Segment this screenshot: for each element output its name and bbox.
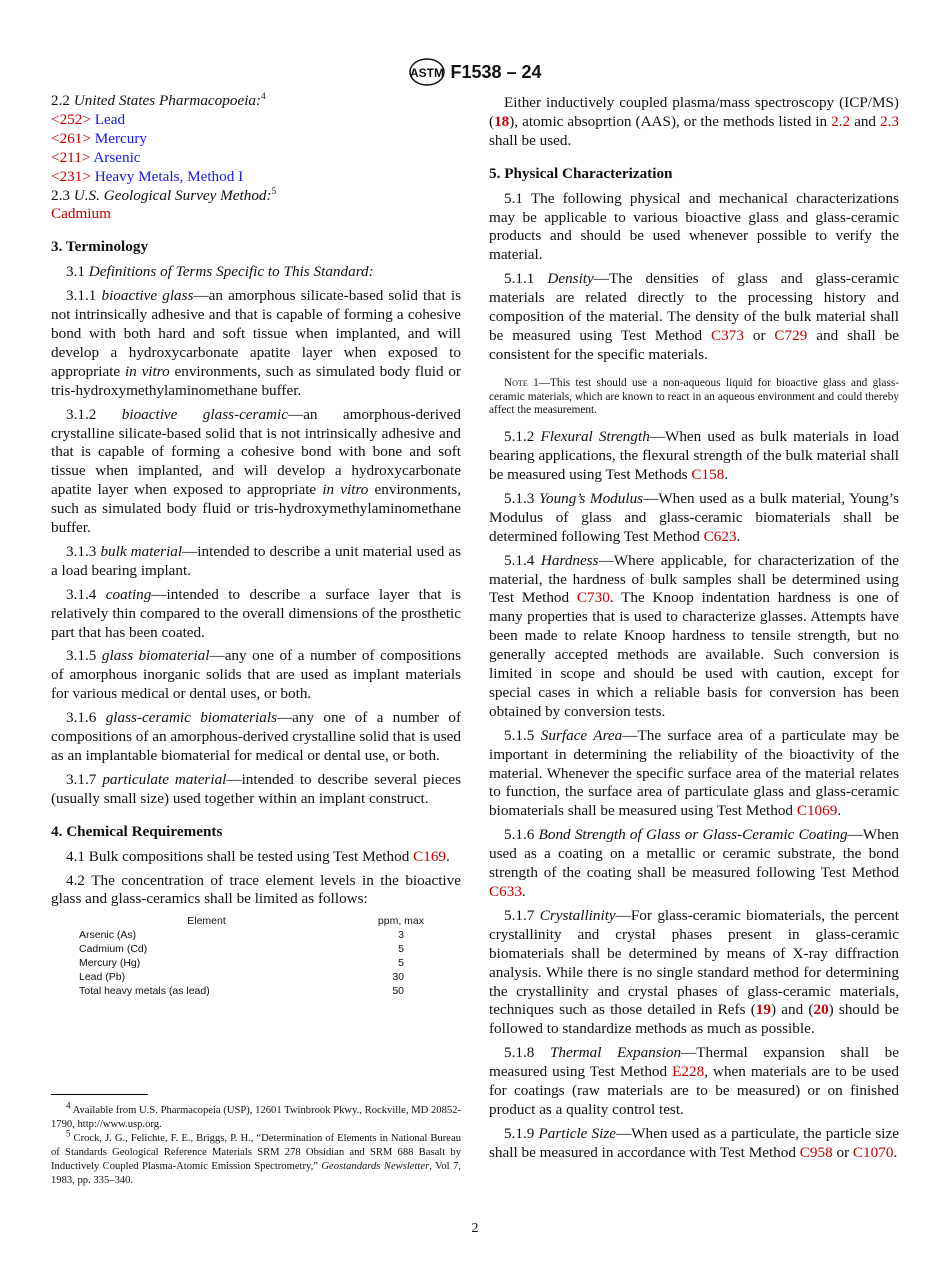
text-run: —Where applicable, for characterization of the material, the hardness of bulk samples shall be determined using Test Method	[489, 551, 900, 607]
table-row	[79, 956, 424, 970]
text-run: in vitro	[124, 362, 170, 380]
text-run: or	[743, 326, 775, 344]
text-run: Hardness	[540, 551, 599, 569]
text-run: 5.1.3	[504, 489, 539, 507]
text-run: ), atomic absoprtion (AAS), or the methods listed in	[509, 112, 832, 130]
text-run: .	[893, 1143, 898, 1161]
text-run: glass biomaterial	[101, 647, 210, 665]
paragraph	[489, 727, 899, 822]
text-run: Thermal Expansion	[549, 1044, 682, 1062]
text-run: —intended to describe a surface layer that is relatively thin compared to the overall dimensions of the prosthetic part that has been coated.	[51, 585, 462, 641]
text-run: particulate material	[102, 770, 227, 788]
text-run: 4. Chemical Requirements	[51, 822, 223, 840]
text-run: Particle Size	[538, 1124, 616, 1142]
text-run: —any one of a number of compositions of an amorphous-derived crystalline solid that is used as an implantable biomaterial for medical or dental use, or both.	[51, 709, 462, 764]
ppm-cell: 5	[398, 943, 404, 956]
text-run: Young’s Modulus	[538, 489, 644, 507]
text-run: 5.1.5	[504, 726, 541, 744]
text-run: 3. Terminology	[51, 238, 149, 256]
paragraph	[51, 92, 461, 111]
note	[489, 377, 899, 418]
text-run: Density	[547, 270, 594, 288]
paragraph	[51, 586, 461, 643]
text-run: 3.1.6	[66, 709, 106, 727]
element-cell: Lead (Pb)	[79, 971, 126, 984]
paragraph	[51, 1128, 461, 1188]
paragraph	[489, 94, 899, 151]
document-title: F1538 – 24	[450, 61, 542, 82]
page-header	[0, 57, 950, 87]
paragraph	[489, 190, 899, 266]
paragraph	[51, 406, 461, 538]
paragraph	[51, 187, 461, 206]
text-run: .	[521, 883, 526, 901]
text-run: ) should be followed to standardize methods as much as possible.	[489, 1001, 899, 1038]
reference-link[interactable]: Cadmium	[51, 205, 111, 223]
paragraph	[51, 205, 461, 224]
text-run: 1—This test should use a non-aqueous liquid for bioactive glass and glass-ceramic materials, which are known to react in an aqueous environment and could thereby affect the measurement.	[489, 376, 899, 417]
reference-link[interactable]: E228	[672, 1063, 705, 1081]
paragraph	[51, 771, 461, 809]
text-run: 4.1 Bulk compositions shall be tested using Test Method	[66, 847, 414, 865]
element-cell: Arsenic (As)	[79, 929, 137, 942]
text-run: 3.1.2	[66, 405, 122, 423]
paragraph	[51, 287, 461, 400]
reference-link[interactable]: C623	[703, 527, 737, 545]
footnote-marker: 5	[66, 1128, 71, 1139]
paragraph	[489, 1125, 899, 1163]
reference-link[interactable]: C1069	[796, 802, 838, 820]
text-run: —Thermal expansion shall be measured using Test Method	[489, 1044, 900, 1081]
reference-link[interactable]: <211>	[51, 148, 91, 166]
text-run: 2.2	[51, 92, 74, 109]
text-run: 5.1.1	[504, 270, 548, 288]
column-header-ppm: ppm, max	[377, 915, 424, 928]
text-run: 3.1.7	[66, 770, 103, 788]
text-run: shall be used.	[489, 131, 572, 149]
paragraph	[51, 647, 461, 704]
trace-element-table	[79, 914, 424, 998]
text-run: 3.1.1	[66, 287, 102, 305]
reference-link[interactable]: Lead	[90, 110, 126, 128]
text-run: —The densities of glass and glass-ceramic materials are related directly to the processing history and composition of the material. The density of the bulk material shall be measured using Test Method	[489, 270, 900, 344]
text-run: Definitions of Terms Specific to This Standard:	[88, 263, 374, 281]
reference-link[interactable]: Arsenic	[90, 148, 141, 166]
paragraph	[51, 111, 461, 130]
text-run: —an amorphous-derived crystalline silicate-based solid that is not intrinsically adhesive and that is capable of forming a cohesive bond with bone and soft tissue when implanted, and will develop a hydroxycarbonate apatite layer when exposed to appropriate	[51, 405, 461, 499]
text-run: 5.1.6	[504, 826, 539, 844]
section-heading	[51, 823, 461, 842]
paragraph	[51, 149, 461, 168]
paragraph	[489, 826, 899, 902]
text-run: 5.1.8	[504, 1044, 550, 1062]
ppm-cell: 30	[392, 971, 404, 984]
text-run: environments, such as simulated body fluid or tris-hydroxymethylaminomethane buffer.	[51, 481, 461, 537]
paragraph	[489, 552, 899, 722]
reference-link[interactable]: 2.3	[880, 112, 899, 130]
text-run: Note	[504, 376, 528, 389]
text-run: .	[736, 527, 741, 545]
paragraph	[489, 1044, 899, 1120]
text-run: bulk material	[100, 542, 183, 560]
reference-link[interactable]: C958	[799, 1143, 833, 1161]
text-run: —When used as bulk materials in load bearing applications, the flexural strength of the bulk material shall be measured using Test Methods	[489, 428, 899, 483]
text-run: 3.1.3	[66, 542, 101, 560]
paragraph	[51, 848, 461, 867]
table-row	[79, 942, 424, 956]
text-run: Available from U.S. Pharmacopeia (USP), 12601 Twinbrook Pkwy., Rockville, MD 20852-1790, http://www.usp.org.	[51, 1105, 461, 1130]
paragraph	[489, 428, 899, 485]
footnote-marker: 4	[261, 90, 266, 101]
text-run: 2.3	[51, 186, 74, 204]
page-number: 2	[471, 1221, 479, 1236]
text-run: Flexural Strength	[540, 428, 650, 446]
footnote-marker: 4	[66, 1100, 71, 1111]
text-run: 5. Physical Characterization	[489, 164, 673, 182]
text-run: and	[850, 112, 881, 130]
paragraph	[51, 709, 461, 766]
reference-link[interactable]: C373	[711, 326, 744, 344]
paragraph	[489, 270, 899, 365]
text-run: Crystallinity	[539, 906, 616, 924]
reference-link[interactable]: C169	[413, 847, 447, 865]
text-run: , when materials are to be used for coatings (raw materials are to be measured) or on finished product as a quality control test.	[489, 1063, 899, 1118]
text-run: ) and (	[770, 1001, 814, 1019]
text-run: in vitro	[322, 481, 369, 499]
text-run: Crock, J. G., Felichte, F. E., Briggs, P. H., “Determination of Elements in National Bureau of Standards Geological Reference Materials SRM 278 Obsidian and SRM 688 Basalt by Inductively Coupled Plasma-Atomic Emission Spectrometry,”	[51, 1133, 461, 1172]
table-header-row	[79, 914, 424, 928]
table-row	[79, 970, 424, 984]
text-run: coating	[105, 585, 152, 603]
section-heading	[489, 165, 899, 184]
reference-link[interactable]: C1070	[852, 1143, 894, 1161]
text-run: —When used as a particulate, the particle size shall be measured in accordance with Test Method	[489, 1124, 900, 1161]
text-run: . The Knoop indentation hardness is one of many properties that is used to characterize glasses. Attempts have been made to relate Knoop hardness to tensile strength, but no generally accepted methods are available. Such conversion is limited in scope and should be used with caution, except for special cases in which a reliable basis for conversion has been obtained by conversion tests.	[489, 589, 899, 720]
reference-link[interactable]: Mercury	[90, 129, 148, 147]
text-run: or	[832, 1143, 853, 1161]
reference-link[interactable]: C633	[489, 883, 522, 901]
text-run: —When used as a coating on a metallic or ceramic substrate, the bond strength of the coating shall be measured following Test Method	[489, 826, 899, 882]
reference-link[interactable]: Heavy Metals, Method I	[90, 167, 244, 185]
text-run: U.S. Geological Survey Method:	[73, 186, 272, 204]
text-run: 5.1.4	[504, 551, 541, 569]
element-cell: Cadmium (Cd)	[79, 943, 148, 956]
text-run: —intended to describe several pieces (usually small size) used together within an implant construct.	[51, 770, 461, 807]
ppm-cell: 50	[392, 985, 404, 998]
paragraph	[489, 907, 899, 1039]
text-run: 3.1	[66, 263, 89, 281]
reference-link[interactable]: <231>	[51, 167, 91, 185]
reference-link[interactable]: 2.2	[831, 112, 851, 130]
text-run: .	[446, 847, 450, 865]
text-run: .	[724, 465, 729, 483]
footnote-marker: 5	[271, 185, 277, 196]
text-run: Surface Area	[540, 726, 623, 744]
text-run: glass-ceramic biomaterials	[105, 709, 277, 727]
text-run: —The surface area of a particulate may be important in determining the reliability of the bioactivity of the material. Whenever the specific surface area of the material relates to function, the surface area of particulate glass and glass-ceramic biomaterials shall be measured using Test Method	[489, 726, 899, 820]
svg-text:ASTM: ASTM	[410, 66, 445, 80]
paragraph	[489, 490, 899, 547]
footnotes	[51, 1100, 461, 1188]
paragraph	[51, 872, 461, 910]
reference-link[interactable]: C729	[774, 326, 808, 344]
text-run: —an amorphous silicate-based solid that is not intrinsically adhesive and that is capable of forming a cohesive bond with both hard and soft tissue when implanted, and will develop a hydroxycarbonate apatite layer when exposed to appropriate	[51, 287, 462, 380]
text-run: .	[837, 802, 842, 820]
reference-link[interactable]: 18	[494, 112, 510, 130]
text-run: , Vol 7, 1983, pp. 335–340.	[51, 1161, 461, 1186]
text-run: —intended to describe a unit material used as a load bearing implant.	[51, 542, 461, 579]
astm-logo-icon	[408, 57, 446, 87]
element-cell: Total heavy metals (as lead)	[79, 985, 210, 998]
text-run: environments, such as simulated body fluid or tris-hydroxymethylaminomethane buffer.	[51, 362, 461, 399]
text-run: —When used as a bulk material, Young’s Modulus of glass and glass-ceramic biomaterials shall be determined following Test Method	[489, 489, 900, 545]
text-run: 5.1 The following physical and mechanical characterizations may be applicable to various bioactive glass and glass-ceramic products and should be used whenever possible to verify the material.	[489, 189, 899, 264]
text-run: United States Pharmacopoeia:	[73, 92, 262, 109]
text-run: 3.1.5	[66, 647, 102, 665]
paragraph	[51, 1100, 461, 1132]
text-run: 3.1.4	[66, 585, 106, 603]
text-run: Either inductively coupled plasma/mass spectroscopy (ICP/MS) (	[489, 94, 899, 130]
reference-link[interactable]: 20	[813, 1001, 829, 1019]
paragraph	[51, 543, 461, 581]
ppm-cell: 5	[398, 957, 404, 970]
right-column	[489, 94, 899, 1168]
reference-link[interactable]: C158	[691, 465, 725, 483]
text-run: and shall be consistent for the specific materials.	[489, 326, 900, 363]
section-heading	[51, 238, 461, 257]
reference-link[interactable]: <252>	[51, 110, 91, 128]
paragraph	[51, 168, 461, 187]
reference-link[interactable]: C730	[576, 589, 610, 607]
table-row	[79, 928, 424, 942]
text-run: —For glass-ceramic biomaterials, the percent crystallinity and crystal phases present in glass-ceramic biomaterials shall be determined by means of X-ray diffraction analysis. While there is no single standard method for determining the crystallinity and crystal phases of glass-ceramic materials, techniques such as those detailed in Refs (	[489, 906, 899, 1019]
paragraph	[51, 130, 461, 149]
footnote-divider	[51, 1094, 148, 1095]
text-run: bioactive glass-ceramic	[121, 405, 288, 423]
column-header-element: Element	[187, 915, 226, 928]
text-run: Geostandards Newsletter	[321, 1161, 430, 1172]
reference-link[interactable]: 19	[755, 1001, 771, 1019]
text-run: 5.1.7	[504, 906, 540, 924]
table-row	[79, 984, 424, 998]
element-cell: Mercury (Hg)	[79, 957, 141, 970]
text-run: Bond Strength of Glass or Glass-Ceramic Coating	[538, 826, 848, 844]
text-run: —any one of a number of compositions of amorphous inorganic solids that are used as implant materials for various medical or dental uses, or both.	[51, 647, 462, 703]
reference-link[interactable]: <261>	[51, 129, 91, 147]
left-column	[51, 92, 461, 998]
ppm-cell: 3	[398, 929, 404, 942]
text-run: 5.1.2	[504, 428, 541, 446]
text-run: bioactive glass	[101, 287, 194, 305]
paragraph	[51, 263, 461, 282]
text-run: 5.1.9	[504, 1124, 539, 1142]
text-run: 4.2 The concentration of trace element levels in the bioactive glass and glass-ceramics shall be limited as follows:	[51, 871, 461, 908]
left-column-text	[51, 92, 461, 909]
